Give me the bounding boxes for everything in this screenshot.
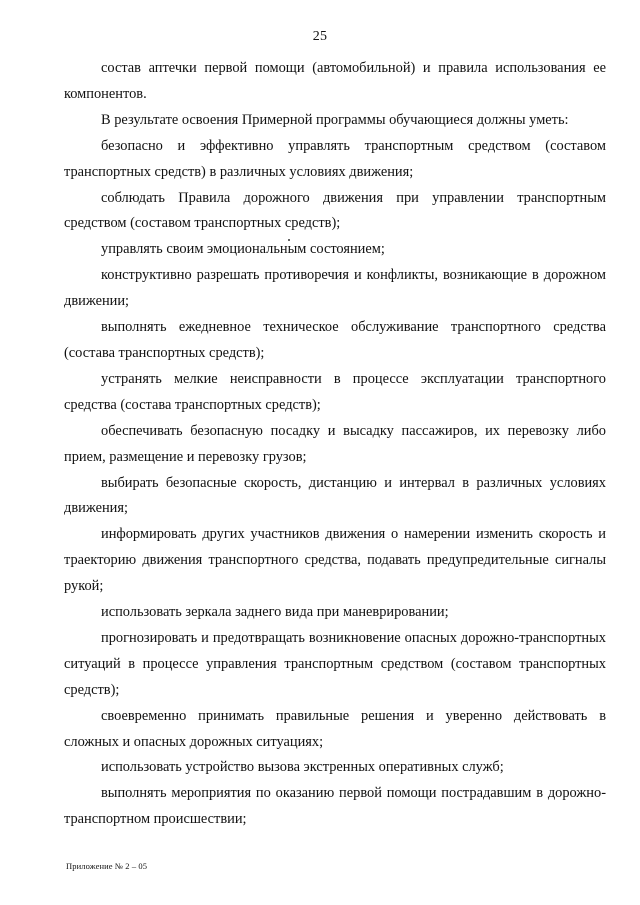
footer-appendix-label: Приложение № 2 – 05 bbox=[66, 861, 148, 871]
paragraph: прогнозировать и предотвращать возникновение опасных дорожно-транспортных ситуаций в процессе управления транспортным средством (составом транспортных средств); bbox=[64, 629, 606, 698]
scan-speck bbox=[288, 239, 290, 241]
paragraph: выполнять мероприятия по оказанию первой помощи пострадавшим в дорожно-транспортном происшествии; bbox=[64, 785, 606, 828]
paragraph: устранять мелкие неисправности в процессе эксплуатации транспортного средства (состава транспортных средств); bbox=[64, 370, 606, 413]
paragraph: конструктивно разрешать противоречия и конфликты, возникающие в дорожном движении; bbox=[64, 267, 606, 310]
paragraph: своевременно принимать правильные решения и уверенно действовать в сложных и опасных дорожных ситуациях; bbox=[64, 707, 606, 750]
paragraph: управлять своим эмоциональным состоянием; bbox=[101, 241, 385, 258]
paragraph: обеспечивать безопасную посадку и высадку пассажиров, их перевозку либо прием, размещение и перевозку грузов; bbox=[64, 422, 606, 465]
paragraph: выбирать безопасные скорость, дистанцию и интервал в различных условиях движения; bbox=[64, 474, 606, 517]
paragraph: информировать других участников движения о намерении изменить скорость и траекторию движения транспортного средства, подавать предупредительные сигналы рукой; bbox=[64, 526, 606, 595]
paragraph: безопасно и эффективно управлять транспортным средством (составом транспортных средств) в различных условиях движения; bbox=[64, 137, 606, 180]
paragraph: В результате освоения Примерной программы обучающиеся должны уметь: bbox=[101, 111, 569, 128]
document-body bbox=[64, 56, 606, 833]
paragraph: использовать зеркала заднего вида при маневрировании; bbox=[101, 604, 449, 621]
page-number: 25 bbox=[312, 29, 328, 44]
paragraph: состав аптечки первой помощи (автомобильной) и правила использования ее компонентов. bbox=[64, 60, 606, 102]
paragraph: использовать устройство вызова экстренных оперативных служб; bbox=[101, 759, 504, 776]
paragraph: соблюдать Правила дорожного движения при управлении транспортным средством (составом транспортных средств); bbox=[64, 189, 606, 232]
paragraph: выполнять ежедневное техническое обслуживание транспортного средства (состава транспортных средств); bbox=[64, 319, 606, 361]
